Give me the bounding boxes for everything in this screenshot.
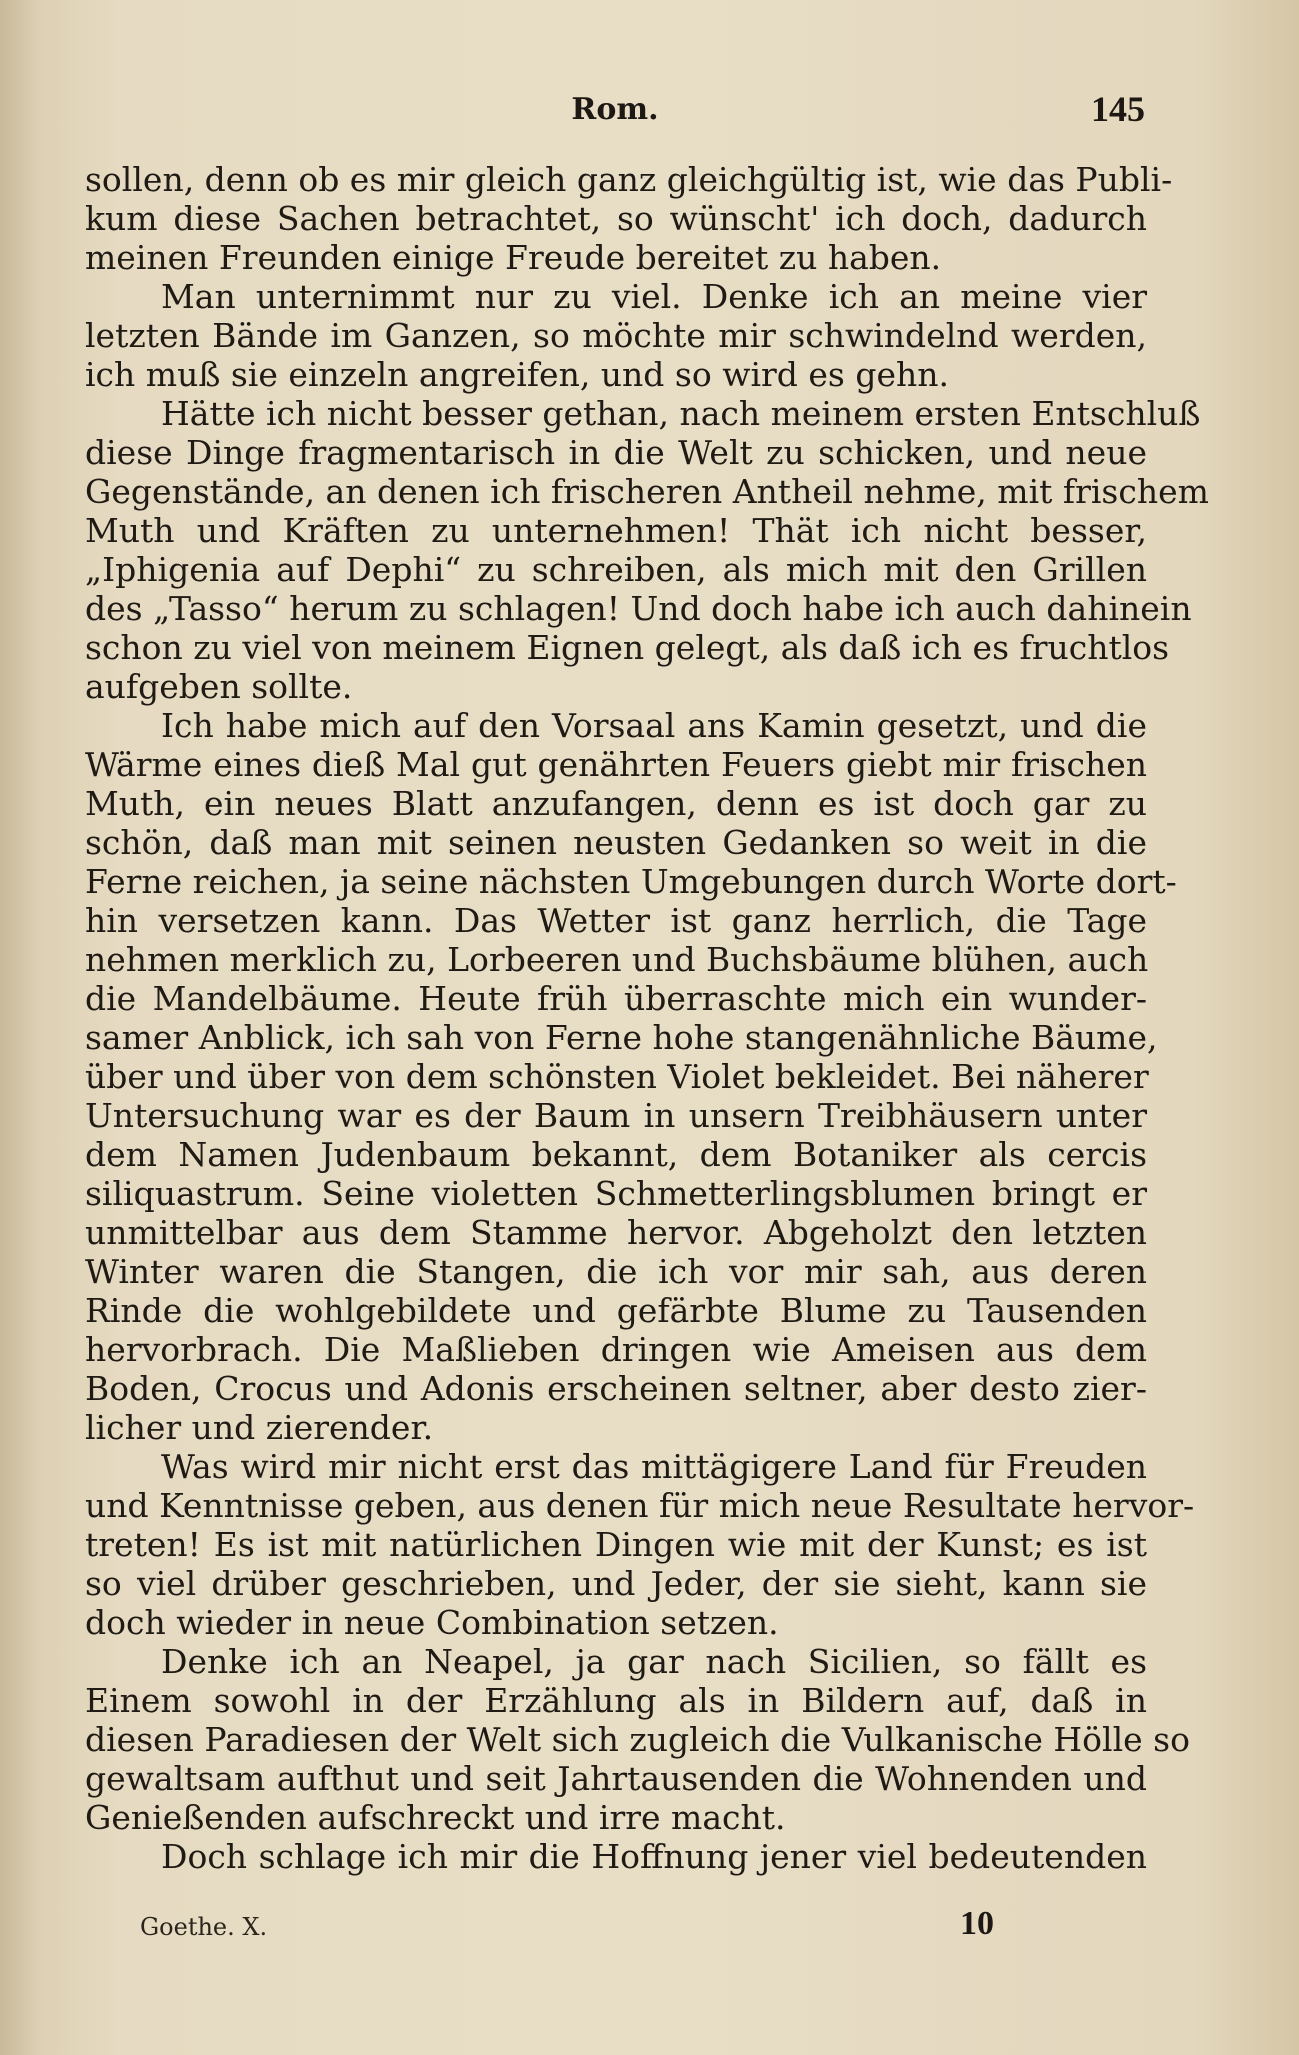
text-line: doch wieder in neue Combination setzen.	[85, 1603, 779, 1642]
text-line: Boden, Crocus und Adonis erscheinen seltner, aber desto zier-	[85, 1369, 1147, 1408]
page-header	[85, 88, 1145, 138]
text-line: die Mandelbäume. Heute früh überraschte mich ein wunder-	[85, 979, 1147, 1018]
text-line: nehmen merklich zu, Lorbeeren und Buchsbäume blühen, auch	[85, 940, 1149, 979]
text-line: Man unternimmt nur zu viel. Denke ich an meine vier	[161, 277, 1147, 316]
paragraph	[85, 1447, 1195, 1642]
text-line: diesen Paradiesen der Welt sich zugleich die Vulkanische Hölle so	[85, 1720, 1190, 1759]
text-line: samer Anblick, ich sah von Ferne hohe stangenähnliche Bäume,	[85, 1018, 1158, 1057]
paragraph	[85, 706, 1177, 1447]
text-line: und Kenntnisse geben, aus denen für mich neue Resultate hervor-	[85, 1486, 1195, 1525]
text-line: über und über von dem schönsten Violet bekleidet. Bei näherer	[85, 1057, 1149, 1096]
text-line: Ferne reichen, ja seine nächsten Umgebungen durch Worte dort-	[85, 862, 1177, 901]
running-head: Rom.	[571, 92, 659, 127]
body-text	[85, 160, 1209, 1876]
paragraph	[85, 1837, 1147, 1876]
text-line: treten! Es ist mit natürlichen Dingen wie mit der Kunst; es ist	[85, 1525, 1147, 1564]
text-line: „Iphigenia auf Dephi“ zu schreiben, als mich mit den Grillen	[85, 550, 1147, 589]
paragraph	[85, 277, 1147, 394]
text-line: letzten Bände im Ganzen, so möchte mir schwindelnd werden,	[85, 316, 1147, 355]
text-line: des „Tasso“ herum zu schlagen! Und doch habe ich auch dahinein	[85, 589, 1192, 628]
text-line: hervorbrach. Die Maßlieben dringen wie Ameisen aus dem	[85, 1330, 1147, 1369]
text-line: Wärme eines dieß Mal gut genährten Feuers giebt mir frischen	[85, 745, 1147, 784]
text-line: unmittelbar aus dem Stamme hervor. Abgeholzt den letzten	[85, 1213, 1147, 1252]
text-line: Genießenden aufschreckt und irre macht.	[85, 1798, 786, 1837]
text-line: so viel drüber geschrieben, und Jeder, der sie sieht, kann sie	[85, 1564, 1147, 1603]
text-line: Rinde die wohlgebildete und gefärbte Blume zu Tausenden	[85, 1291, 1147, 1330]
page-footer	[140, 1905, 1040, 1950]
text-line: gewaltsam aufthut und seit Jahrtausenden die Wohnenden und	[85, 1759, 1147, 1798]
paragraph	[85, 160, 1173, 277]
text-line: dem Namen Judenbaum bekannt, dem Botaniker als cercis	[85, 1135, 1147, 1174]
text-line: schon zu viel von meinem Eignen gelegt, als daß ich es fruchtlos	[85, 628, 1170, 667]
printer-signature: Goethe. X.	[140, 1913, 268, 1941]
text-line: siliquastrum. Seine violetten Schmetterlingsblumen bringt er	[85, 1174, 1147, 1213]
text-line: Muth und Kräften zu unternehmen! Thät ich nicht besser,	[85, 511, 1147, 550]
sheet-number: 10	[960, 1905, 994, 1942]
text-line: kum diese Sachen betrachtet, so wünscht' ich doch, dadurch	[85, 199, 1147, 238]
text-line: Winter waren die Stangen, die ich vor mir sah, aus deren	[85, 1252, 1147, 1291]
text-line: schön, daß man mit seinen neusten Gedanken so weit in die	[85, 823, 1147, 862]
text-line: licher und zierender.	[85, 1408, 434, 1447]
text-line: Muth, ein neues Blatt anzufangen, denn es ist doch gar zu	[85, 784, 1147, 823]
text-line: meinen Freunden einige Freude bereitet zu haben.	[85, 238, 942, 277]
paragraph	[85, 394, 1209, 706]
page-number: 145	[1091, 89, 1145, 129]
text-line: sollen, denn ob es mir gleich ganz gleichgültig ist, wie das Publi-	[85, 160, 1173, 199]
text-line: Untersuchung war es der Baum in unsern Treibhäusern unter	[85, 1096, 1147, 1135]
text-line: Einem sowohl in der Erzählung als in Bildern auf, daß in	[85, 1681, 1147, 1720]
text-line: Denke ich an Neapel, ja gar nach Sicilien, so fällt es	[161, 1642, 1147, 1681]
text-line: Doch schlage ich mir die Hoffnung jener viel bedeutenden	[161, 1837, 1147, 1876]
text-line: Gegenstände, an denen ich frischeren Antheil nehme, mit frischem	[85, 472, 1209, 511]
text-line: Was wird mir nicht erst das mittägigere Land für Freuden	[161, 1447, 1147, 1486]
text-line: Ich habe mich auf den Vorsaal ans Kamin gesetzt, und die	[161, 706, 1147, 745]
text-line: hin versetzen kann. Das Wetter ist ganz herrlich, die Tage	[85, 901, 1147, 940]
text-line: Hätte ich nicht besser gethan, nach meinem ersten Entschluß	[161, 394, 1201, 433]
text-line: aufgeben sollte.	[85, 667, 353, 706]
paragraph	[85, 1642, 1190, 1837]
text-line: ich muß sie einzeln angreifen, und so wird es gehn.	[85, 355, 950, 394]
text-line: diese Dinge fragmentarisch in die Welt zu schicken, und neue	[85, 433, 1147, 472]
